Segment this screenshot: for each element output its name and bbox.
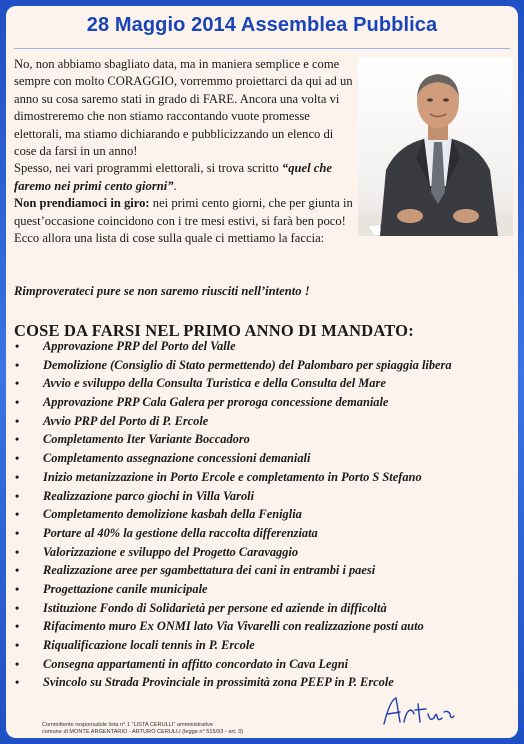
- bullet-icon: •: [15, 638, 20, 652]
- list-item-text: Completamento assegnazione concessioni demaniali: [43, 451, 311, 466]
- bullet-icon: •: [15, 451, 20, 466]
- list-item-text: Completamento Iter Variante Boccadoro: [43, 432, 250, 447]
- list-item-text: Completamento demolizione kasbah della Feniglia: [43, 507, 302, 522]
- list-item: [14, 524, 514, 543]
- bullet-icon: •: [15, 488, 20, 503]
- bullet-icon: •: [15, 357, 20, 372]
- bullet-icon: •: [15, 469, 20, 484]
- list-item: [14, 636, 514, 655]
- intro-text: [14, 56, 354, 247]
- list-item: [14, 655, 514, 674]
- list-item: [14, 337, 514, 356]
- bullet-icon: •: [15, 507, 20, 522]
- bullet-icon: •: [15, 413, 20, 428]
- footer-line-1: Committente responsabile lista n° 1 “LISTA CERULLI” amministrative: [42, 722, 213, 728]
- intro-p3-bold: Non prendiamoci in giro:: [14, 196, 150, 211]
- list-item: [14, 468, 514, 487]
- list-item: [14, 412, 514, 431]
- list-item-text: Istituzione Fondo di Solidarietà per persone ed aziende in difficoltà: [43, 600, 387, 615]
- bullet-icon: •: [15, 395, 20, 410]
- intro-paragraph-4: Ecco allora una lista di cose sulla quale ci mettiamo la faccia:: [14, 231, 325, 246]
- bullet-icon: •: [15, 432, 20, 447]
- list-item-text: Valorizzazione e sviluppo del Progetto Caravaggio: [43, 544, 299, 559]
- list-item-text: Realizzazione aree per sgambettatura dei cani in entrambi i paesi: [43, 563, 376, 578]
- list-item: [14, 356, 514, 375]
- list-item-text: Approvazione PRP del Porto del Valle: [43, 339, 236, 353]
- list-item: [14, 393, 514, 412]
- handwritten-signature: [380, 694, 460, 728]
- list-item: [14, 505, 514, 524]
- title-divider: [14, 48, 510, 49]
- bullet-icon: •: [15, 600, 20, 615]
- list-item: [14, 599, 514, 618]
- intro-quote: “quel che faremo nei primi cento giorni”: [14, 161, 332, 193]
- bullet-icon: •: [15, 525, 20, 540]
- list-item-text: Rifacimento muro Ex ONMI lato Via Vivarelli con realizzazione posti auto: [43, 619, 424, 634]
- list-item: [14, 430, 514, 449]
- bullet-icon: •: [15, 675, 20, 690]
- program-list: [14, 337, 514, 692]
- bullet-icon: •: [15, 619, 20, 634]
- bullet-icon: •: [15, 563, 20, 578]
- list-item: [14, 487, 514, 506]
- rimproverateci-line: Rimproverateci pure se non saremo riusciti nell’intento !: [14, 284, 310, 298]
- list-item-text: Consegna appartamenti in affitto concordato in Cava Legni: [43, 656, 349, 671]
- list-item: [14, 543, 514, 562]
- list-item: [14, 673, 514, 692]
- list-item: [14, 580, 514, 599]
- intro-paragraph-3: [14, 195, 354, 230]
- list-item-text: Inizio metanizzazione in Porto Ercole e completamento in Porto S Stefano: [43, 469, 422, 484]
- page-title: 28 Maggio 2014 Assemblea Pubblica: [86, 14, 438, 36]
- list-item-text: Svincolo su Strada Provinciale in prossimità zona PEEP in P. Ercole: [43, 675, 394, 690]
- list-item: [14, 617, 514, 636]
- flyer-sheet: [6, 6, 518, 738]
- bullet-icon: •: [15, 656, 20, 671]
- legal-footer: [42, 722, 342, 736]
- list-item-text: Riqualificazione locali tennis in P. Ercole: [43, 638, 255, 652]
- intro-paragraph-2: [14, 160, 354, 195]
- list-item-text: Progettazione canile municipale: [43, 581, 208, 596]
- bullet-icon: •: [15, 339, 20, 353]
- list-item: [14, 561, 514, 580]
- bullet-icon: •: [15, 544, 20, 559]
- intro-paragraph-1: No, non abbiamo sbagliato data, ma in maniera semplice e come sempre con molto CORAGGIO, vorremmo proiettarci da qui ad un anno su cosa saremo stati in grado di FARE. Ancora una volta vi dimostreremo che non stiamo raccontando vuote promesse elettorali, ma stiamo dichiarando e pubblicizzando un elenco di cose da farsi in un anno!: [14, 57, 353, 159]
- bullet-icon: •: [15, 581, 20, 596]
- list-item-text: Avvio PRP del Porto di P. Ercole: [43, 413, 209, 428]
- list-heading: COSE DA FARSI NEL PRIMO ANNO DI MANDATO:: [14, 321, 414, 340]
- intro-p2-text: Spesso, nei vari programmi elettorali, si trova scritto: [14, 161, 282, 176]
- list-item: [14, 449, 514, 468]
- list-item-text: Approvazione PRP Cala Galera per proroga concessione demaniale: [43, 395, 389, 410]
- list-item-text: Portare al 40% la gestione della raccolta differenziata: [43, 525, 318, 540]
- bullet-icon: •: [15, 376, 20, 391]
- intro-p2-end: .: [173, 178, 177, 193]
- intro-p3-text: nei primi cento giorni, che per giunta in quest’occasione coincidono con i tre mesi estivi, si farà ben poco!: [14, 196, 353, 228]
- list-item-text: Demolizione (Consiglio di Stato permettendo) del Palombaro per spiaggia libera: [43, 357, 452, 372]
- list-item-text: Realizzazione parco giochi in Villa Varoli: [43, 488, 255, 503]
- candidate-photo: [358, 58, 513, 236]
- list-item: [14, 374, 514, 393]
- list-item-text: Avvio e sviluppo della Consulta Turistica e della Consulta del Mare: [43, 376, 386, 391]
- footer-line-2: comune di MONTE ARGENTARIO - ARTURO CERULLI (legge n° 515/93 - art. 3): [42, 729, 243, 735]
